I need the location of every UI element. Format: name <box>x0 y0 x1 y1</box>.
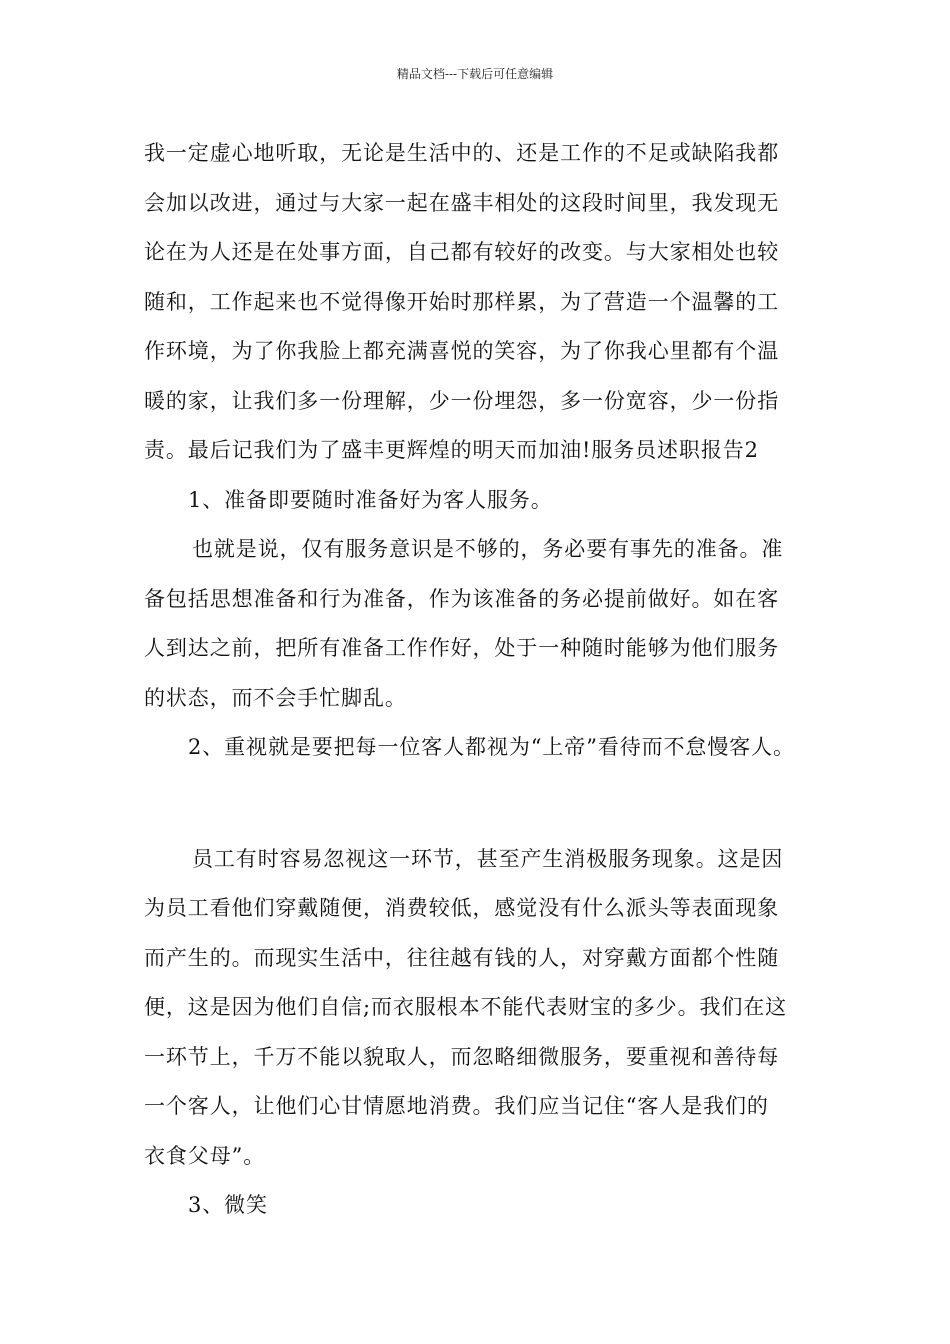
paragraph-start: 也就是说，仅有服务意识是不够的，务必要有事先的准备。准 <box>192 537 784 561</box>
text-line: 人到达之前，把所有准备工作作好，处于一种随时能够为他们服务 <box>144 636 780 660</box>
blank-gap <box>144 773 824 835</box>
section-heading-2: 2、重视就是要把每一位客人都视为“上帝”看待而不怠慢客人。 <box>188 735 795 759</box>
text-line: 作环境，为了你我脸上都充满喜悦的笑容，为了你我心里都有个温 <box>144 339 780 363</box>
text-line: 衣食父母”。 <box>144 1143 266 1168</box>
text-line: 一个客人，让他们心甘情愿地消费。我们应当记住“客人是我们的 <box>144 1094 769 1118</box>
document-body <box>144 129 824 1231</box>
text-line: 责。最后记我们为了盛丰更辉煌的明天而加油!服务员述职报告2 <box>144 438 759 462</box>
text-line: 的状态，而不会手忙脚乱。 <box>144 685 407 710</box>
text-line: 便，这是因为他们自信;而衣服根本不能代表财宝的多少。我们在这 <box>144 995 788 1019</box>
text-line: 我一定虚心地听取，无论是生活中的、还是工作的不足或缺陷我都 <box>144 141 780 165</box>
section-heading-3: 3、微笑 <box>188 1193 268 1217</box>
text-line: 为员工看他们穿戴随便，消费较低，感觉没有什么派头等表面现象 <box>144 896 780 920</box>
text-line: 论在为人还是在处事方面，自己都有较好的改变。与大家相处也较 <box>144 240 780 264</box>
paragraph-start: 员工有时容易忽视这一环节，甚至产生消极服务现象。这是因 <box>192 846 784 871</box>
text-line: 而产生的。而现实生活中，往往越有钱的人，对穿戴方面都个性随 <box>144 945 780 970</box>
text-line: 暖的家，让我们多一份理解，少一份埋怨，多一份宽容，少一份指 <box>144 388 780 413</box>
text-line: 一环节上，千万不能以貌取人，而忽略细微服务，要重视和善待每 <box>144 1044 780 1069</box>
section-heading-1: 1、准备即要随时准备好为客人服务。 <box>188 487 553 512</box>
text-line: 随和，工作起来也不觉得像开始时那样累，为了营造一个温馨的工 <box>144 289 780 314</box>
page-header: 精品文档---下载后可任意编辑 <box>396 67 554 81</box>
text-line: 备包括思想准备和行为准备，作为该准备的务必提前做好。如在客 <box>144 586 780 611</box>
text-line: 会加以改进，通过与大家一起在盛丰相处的这段时间里，我发现无 <box>144 190 780 215</box>
